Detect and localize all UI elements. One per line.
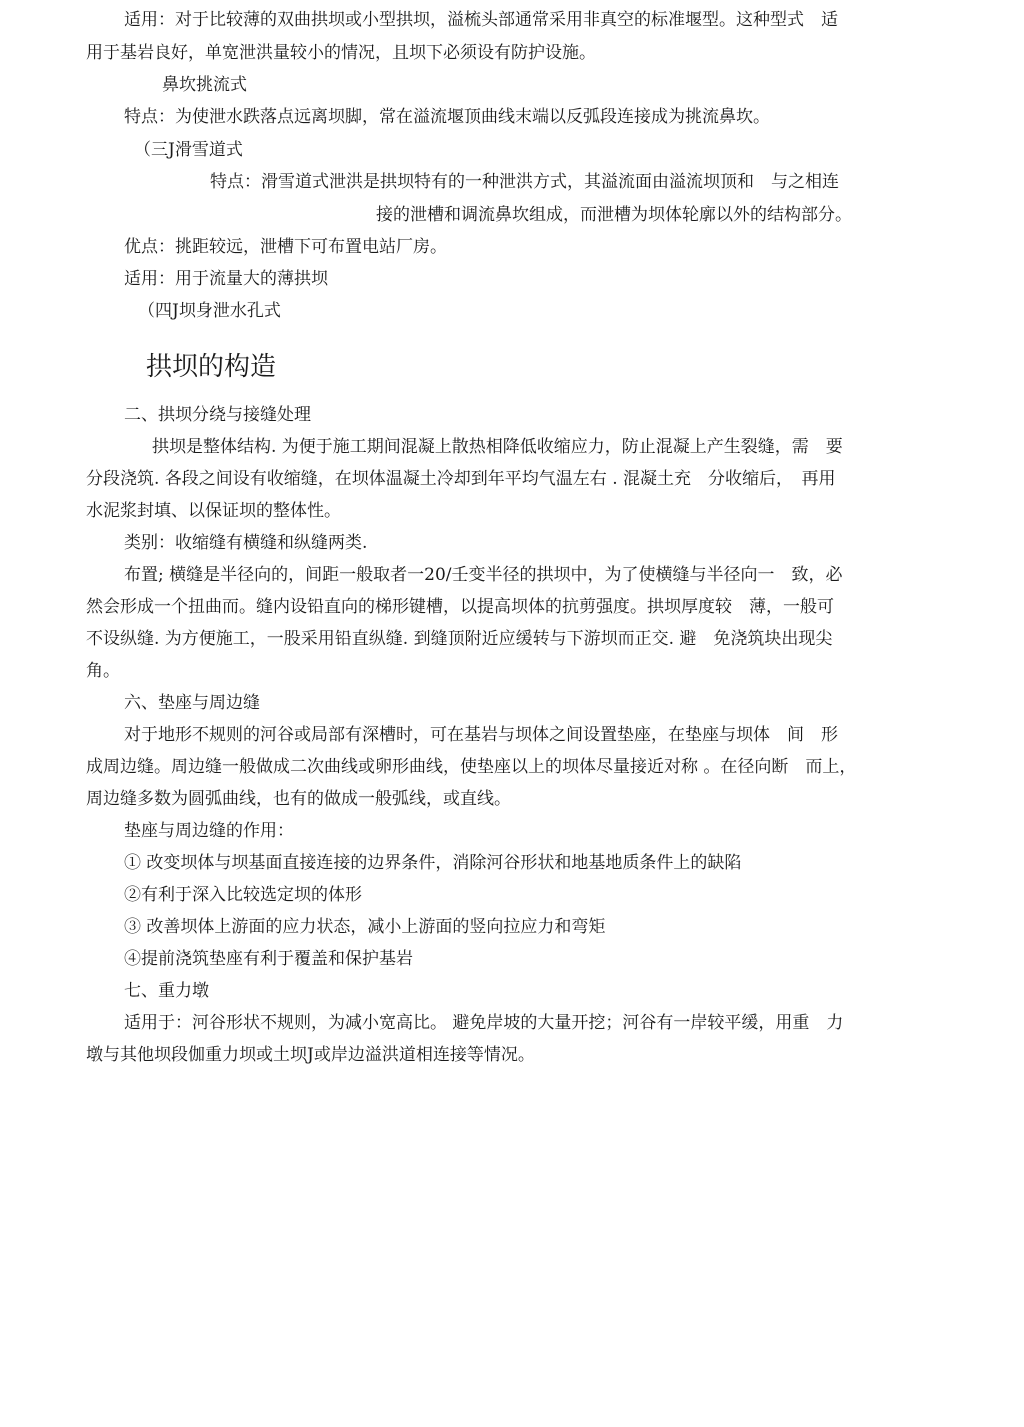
subsection-title: （四J坝身泄水孔式 (138, 301, 281, 321)
paragraph-line: 用于基岩良好，单宽泄洪量较小的情况，且坝下必须设有防护设施。 (86, 43, 596, 63)
paragraph-line: 周边缝多数为圆弧曲线，也有的做成一般弧线，或直线。 (86, 789, 511, 809)
section-heading: 拱坝的构造 (146, 352, 277, 382)
paragraph-line: 对于地形不规则的河谷或局部有深槽时，可在基岩与坝体之间设置垫座，在垫座与坝体 间 形 (124, 725, 838, 745)
paragraph-line: 垫座与周边缝的作用： (124, 821, 294, 841)
paragraph-line: 特点：为使泄水跌落点远离坝脚，常在溢流堰顶曲线末端以反弧段连接成为挑流鼻坎。 (124, 107, 770, 127)
list-item: ④提前浇筑垫座有利于覆盖和保护基岩 (124, 949, 413, 969)
paragraph-line: 然会形成一个扭曲而。缝内设铅直向的梯形键槽，以提高坝体的抗剪强度。拱坝厚度较 薄，一般可 (86, 597, 834, 617)
paragraph-line: 拱坝是整体结构. 为便于施工期间混凝上散热相降低收缩应力，防止混凝上产生裂缝，需 要 (152, 437, 843, 457)
paragraph-line: 成周边缝。周边缝一般做成二次曲线或卵形曲线，使垫座以上的坝体尽量接近对称 。在径向断 而上， (86, 757, 857, 777)
paragraph-line: 角。 (86, 661, 120, 681)
paragraph-line: 不设纵缝. 为方便施工，一股采用铅直纵缝. 到缝顶附近应缓转与下游坝而正交. 避 免浇筑块出现尖 (86, 629, 833, 649)
paragraph-line: 适用：用于流量大的薄拱坝 (124, 269, 328, 289)
subsection-title: 七、重力墩 (124, 981, 209, 1001)
subsection-title: 二、拱坝分绕与接缝处理 (124, 405, 311, 425)
paragraph-line: 水泥浆封填、以保证坝的整体性。 (86, 501, 341, 521)
list-item: ②有利于深入比较选定坝的体形 (124, 885, 362, 905)
paragraph-line: 适用：对于比较薄的双曲拱坝或小型拱坝，溢梳头部通常采用非真空的标准堰型。这种型式 适 (124, 10, 838, 30)
paragraph-line: 优点：挑距较远，泄槽下可布置电站厂房。 (124, 237, 447, 257)
paragraph-line: 墩与其他坝段伽重力坝或土坝J或岸边溢洪道相连接等情况。 (86, 1045, 535, 1065)
subsection-title: 六、垫座与周边缝 (124, 693, 260, 713)
paragraph-line: 分段浇筑. 各段之间设有收缩缝，在坝体温凝土冷却到年平均气温左右 . 混凝土充 分收缩后， 再用 (86, 469, 836, 489)
paragraph-line: 布置; 横缝是半径向的，间距一般取者一20/壬变半径的拱坝中，为了使横缝与半径向一 致，必 (124, 565, 843, 585)
list-item: ① 改变坝体与坝基面直接连接的边界条件，消除河谷形状和地基地质条件上的缺陷 (124, 853, 742, 873)
paragraph-line: 接的泄槽和调流鼻坎组成，而泄槽为坝体轮廓以外的结构部分。 (376, 205, 852, 225)
subsection-title: （三J滑雪道式 (134, 140, 243, 160)
paragraph-line: 特点：滑雪道式泄洪是拱坝特有的一种泄洪方式，其溢流面由溢流坝顶和 与之相连 (210, 172, 839, 192)
paragraph-line: 类别：收缩缝有横缝和纵缝两类. (124, 533, 368, 553)
list-item: ③ 改善坝体上游面的应力状态，减小上游面的竖向拉应力和弯矩 (124, 917, 606, 937)
paragraph-line: 适用于：河谷形状不规则，为减小宽高比。 避免岸坡的大量开挖；河谷有一岸较平缓，用重 力 (124, 1013, 844, 1033)
subsection-title: 鼻坎挑流式 (162, 75, 247, 95)
